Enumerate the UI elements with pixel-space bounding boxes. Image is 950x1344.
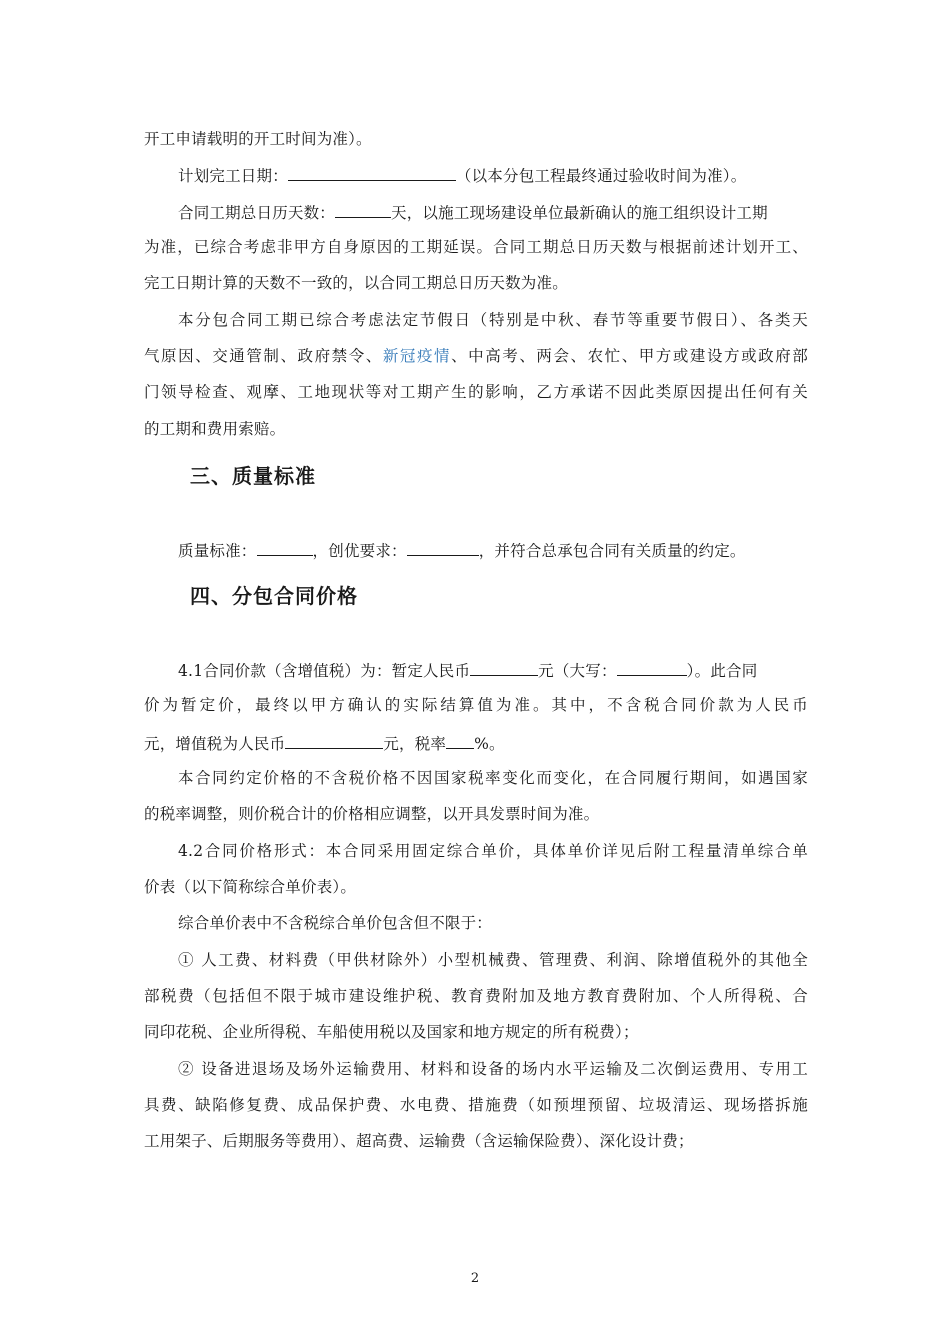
excellence-requirement-blank[interactable] [407, 539, 479, 556]
quality-standard-blank[interactable] [257, 539, 313, 556]
tax-rate-blank[interactable] [446, 732, 474, 749]
text: 工用架子、后期服务等费用）、超高费、运输费（含运输保险费）、深化设计费； [144, 1132, 694, 1150]
text: 具费、缺陷修复费、成品保护费、水电费、措施费（如预埋预留、垃圾清运、现场搭拆施 [144, 1096, 808, 1114]
text: 本分包合同工期已综合考虑法定节假日（特别是中秋、春节等重要节假日）、各类天 [178, 311, 808, 329]
text: 综合单价表中不含税综合单价包含但不限于： [178, 914, 493, 932]
label: 元，税率 [383, 735, 447, 753]
label: 计划完工日期： [178, 167, 288, 185]
text: ）。此合同 [686, 662, 758, 680]
paragraph-line [144, 419, 285, 439]
tax-line [144, 732, 505, 754]
paragraph-line [144, 273, 568, 293]
vat-amount-blank[interactable] [285, 732, 383, 749]
paragraph-line [178, 310, 808, 330]
text: 气原因、交通管制、政府禁令、 [144, 347, 383, 365]
paragraph-line [144, 1022, 639, 1042]
paragraph-line [178, 913, 492, 933]
text: 的税率调整，则价税合计的价格相应调整，以开具发票时间为准。 [144, 805, 600, 823]
quality-standard-line [178, 539, 746, 561]
paragraph-line [178, 841, 808, 861]
label: 合同工期总日历天数： [178, 204, 336, 222]
text: 本合同约定价格的不含税价格不因国家税率变化而变化，在合同履行期间，如遇国家 [178, 769, 808, 787]
text: （以本分包工程最终通过验收时间为准）。 [455, 167, 747, 185]
text: 价表（以下简称综合单价表）。 [144, 878, 357, 896]
text: 完工日期计算的天数不一致的，以合同工期总日历天数为准。 [144, 274, 568, 292]
text: 同印花税、企业所得税、车船使用税以及国家和地方规定的所有税费）； [144, 1023, 639, 1041]
planned-completion-line [178, 164, 746, 186]
text: ，并符合总承包合同有关质量的约定。 [478, 542, 746, 560]
paragraph-line [144, 877, 356, 897]
contract-price-line [178, 659, 757, 681]
total-days-line [178, 201, 768, 223]
completion-date-blank[interactable] [288, 164, 456, 181]
paragraph-line [144, 346, 808, 366]
label: 4.1合同价款（含增值税）为：暂定人民币 [178, 662, 471, 680]
paragraph-line [144, 1095, 808, 1115]
text: 4.2合同价格形式：本合同采用固定综合单价，具体单价详见后附工程量清单综合单 [178, 842, 808, 860]
paragraph-line [144, 1131, 694, 1151]
label: 元，增值税为人民币 [144, 735, 286, 753]
covid-link[interactable]: 新冠疫情 [382, 347, 452, 365]
section-heading-quality: 三、质量标准 [190, 464, 316, 488]
total-days-blank[interactable] [335, 201, 391, 218]
paragraph-line [144, 237, 808, 257]
paragraph-line [144, 986, 808, 1006]
price-uppercase-blank[interactable] [617, 659, 687, 676]
text: ② 设备进退场及场外运输费用、材料和设备的场内水平运输及二次倒运费用、专用工 [178, 1060, 808, 1078]
list-item-2 [178, 1059, 808, 1079]
section-heading-price: 四、分包合同价格 [190, 584, 358, 608]
text: 门领导检查、观摩、工地现状等对工期产生的影响，乙方承诺不因此类原因提出任何有关 [144, 383, 808, 401]
text: %。 [474, 735, 505, 753]
paragraph-line [144, 804, 599, 824]
label: 质量标准： [178, 542, 257, 560]
text: 的工期和费用索赔。 [144, 420, 286, 438]
page-number: 2 [470, 1271, 480, 1286]
text: 天，以施工现场建设单位最新确认的施工组织设计工期 [391, 204, 768, 222]
label: ，创优要求： [312, 542, 407, 560]
label: 元（大写： [538, 662, 617, 680]
paragraph-line [144, 382, 808, 402]
text: 部税费（包括但不限于城市建设维护税、教育费附加及地方教育费附加、个人所得税、合 [144, 987, 808, 1005]
price-amount-blank[interactable] [470, 659, 538, 676]
paragraph-line [144, 129, 372, 149]
paragraph-line [178, 768, 808, 788]
text: 开工申请载明的开工时间为准）。 [144, 130, 372, 148]
text: ① 人工费、材料费（甲供材除外）小型机械费、管理费、利润、除增值税外的其他全 [178, 951, 808, 969]
text: 价为暂定价，最终以甲方确认的实际结算值为准。其中，不含税合同价款为人民币 [144, 696, 808, 714]
paragraph-line [144, 695, 808, 715]
text: 、中高考、两会、农忙、甲方或建设方或政府部 [451, 347, 808, 365]
text: 为准，已综合考虑非甲方自身原因的工期延误。合同工期总日历天数与根据前述计划开工、 [144, 238, 808, 256]
list-item-1 [178, 950, 808, 970]
